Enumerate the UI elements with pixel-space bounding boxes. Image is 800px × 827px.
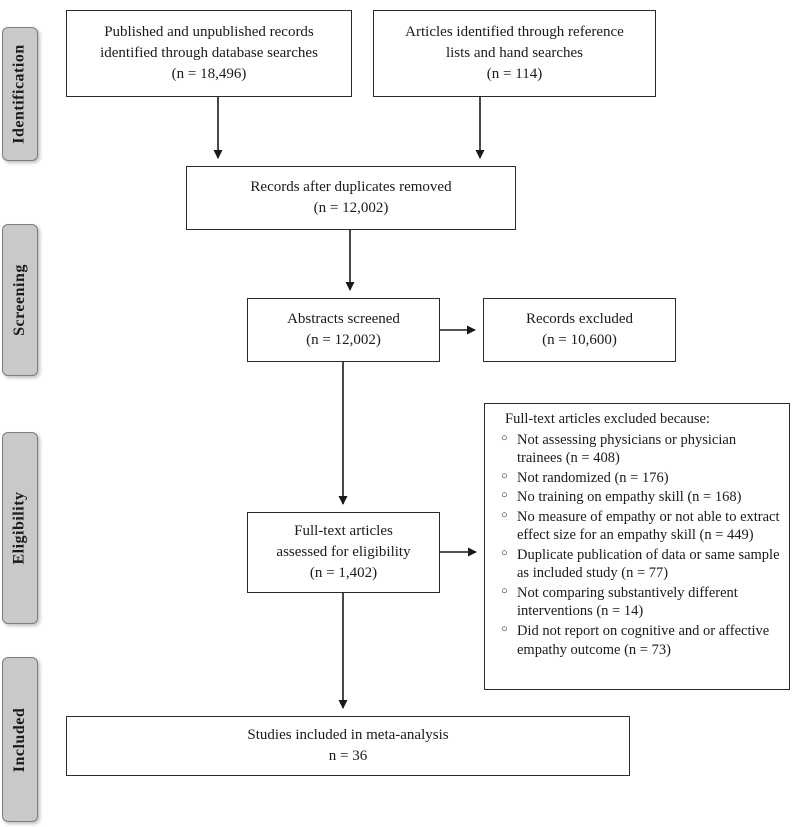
box-records-excluded-count: (n = 10,600) — [542, 332, 617, 348]
stage-label-included-text: Included — [11, 707, 28, 772]
fulltext-excluded-reason: ○ No training on empathy skill (n = 168) — [495, 488, 781, 507]
fulltext-excluded-reason: ○ Duplicate publication of data or same sample as included study (n = 77) — [495, 546, 781, 583]
box-records-excluded — [483, 298, 676, 362]
box-records-excluded-line1: Records excluded — [525, 311, 634, 327]
box-database-records-count: (n = 18,496) — [171, 66, 247, 82]
box-fulltext-excluded — [484, 403, 790, 690]
box-reference-lists-line1: Articles identified through reference — [405, 24, 624, 40]
box-fulltext-assessed — [247, 512, 440, 593]
box-duplicates-removed-line1: Records after duplicates removed — [250, 179, 452, 195]
stage-label-eligibility-text: Eligibility — [11, 491, 29, 565]
fulltext-excluded-reason: ○ Did not report on cognitive and or affective empathy outcome (n = 73) — [495, 622, 781, 659]
box-duplicates-removed-count: (n = 12,002) — [313, 200, 389, 216]
stage-label-eligibility — [2, 432, 38, 624]
box-studies-included-count: n = 36 — [328, 748, 368, 764]
box-studies-included — [66, 716, 630, 776]
box-database-records-line1: Published and unpublished records — [104, 24, 314, 40]
box-reference-lists — [373, 10, 656, 97]
box-fulltext-excluded-title: Full-text articles excluded because: — [505, 411, 710, 427]
box-reference-lists-count: (n = 114) — [486, 66, 543, 82]
stage-label-screening — [2, 224, 38, 376]
box-database-records — [66, 10, 352, 97]
fulltext-excluded-reason: ○ Not assessing physicians or physician trainees (n = 408) — [495, 431, 781, 468]
box-database-records-line2: identified through database searches — [100, 45, 318, 61]
box-fulltext-assessed-line2: assessed for eligibility — [276, 544, 411, 560]
box-fulltext-assessed-line1: Full-text articles — [294, 523, 393, 539]
box-duplicates-removed — [186, 166, 516, 230]
box-fulltext-assessed-count: (n = 1,402) — [309, 565, 378, 581]
fulltext-excluded-reason: ○ No measure of empathy or not able to extract effect size for an empathy skill (n = 449) — [495, 508, 781, 545]
box-abstracts-screened-count: (n = 12,002) — [306, 332, 381, 348]
stage-label-identification-text: Identification — [11, 44, 29, 144]
stage-label-identification — [2, 27, 38, 161]
fulltext-excluded-reason: ○ Not randomized (n = 176) — [495, 469, 781, 488]
box-reference-lists-line2: lists and hand searches — [445, 45, 584, 61]
box-studies-included-line1: Studies included in meta-analysis — [247, 727, 449, 743]
stage-label-included — [2, 657, 38, 822]
stage-label-screening-text: Screening — [11, 264, 29, 336]
fulltext-excluded-reason: ○ Not comparing substantively different interventions (n = 14) — [495, 584, 781, 621]
box-abstracts-screened-line1: Abstracts screened — [287, 311, 400, 327]
box-abstracts-screened — [247, 298, 440, 362]
